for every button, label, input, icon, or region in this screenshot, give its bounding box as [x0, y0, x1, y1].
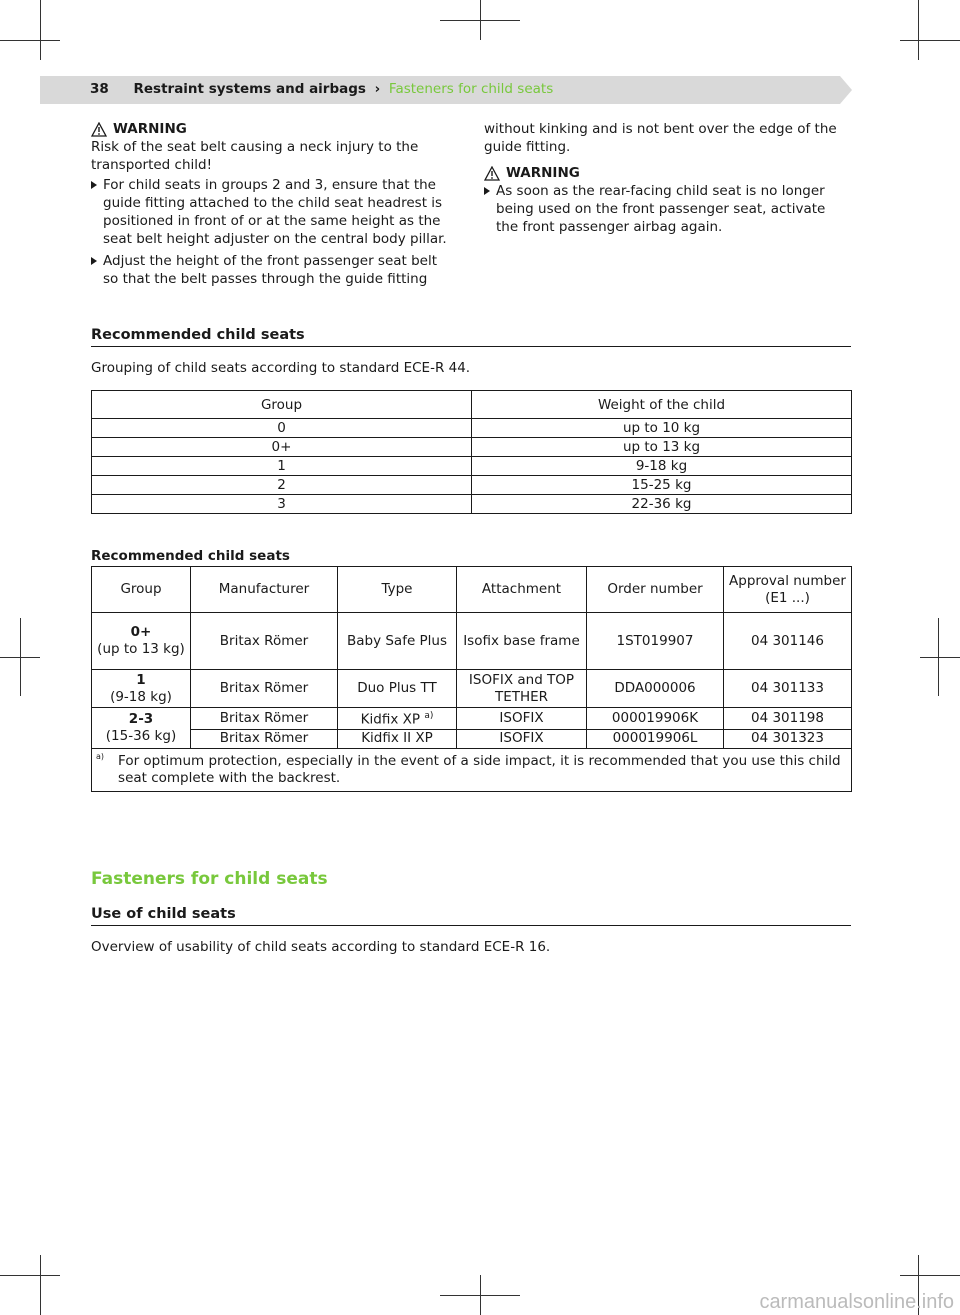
table-footnote-row [92, 748, 852, 791]
warning-text: Risk of the seat belt causing a neck injury to the transported child! [91, 139, 419, 173]
table-row [92, 708, 852, 730]
table-cell: Britax Römer [191, 729, 338, 748]
warning-bullet: Adjust the height of the front passenger seat belt so that the belt passes through the guide fitting [91, 252, 451, 288]
table-cell: ISOFIX [457, 729, 587, 748]
table-cell: Baby Safe Plus [338, 613, 457, 670]
table-cell: 2 [92, 476, 472, 495]
group-label: 1 [136, 671, 146, 688]
right-column [484, 120, 844, 240]
column-header: Attachment [457, 567, 587, 613]
column-header: Type [338, 567, 457, 613]
column-header: Group [92, 391, 472, 419]
footnote-mark: a) [96, 751, 105, 761]
table-cell: Britax Römer [191, 613, 338, 670]
table-cell: Britax Römer [191, 670, 338, 708]
table-row [92, 729, 852, 748]
table-cell: Duo Plus TT [338, 670, 457, 708]
table-cell: ISOFIX [457, 708, 587, 730]
column-header: Manufacturer [191, 567, 338, 613]
table-cell: 000019906L [587, 729, 724, 748]
table-row [92, 457, 852, 476]
group-cell [92, 670, 191, 708]
table-cell: 22-36 kg [472, 495, 852, 514]
table-row [92, 495, 852, 514]
table-cell: up to 13 kg [472, 438, 852, 457]
table-cell: 04 301133 [724, 670, 852, 708]
group-range: (15-36 kg) [105, 727, 177, 744]
column-header: Weight of the child [472, 391, 852, 419]
table-cell: 0 [92, 419, 472, 438]
table-cell: Britax Römer [191, 708, 338, 730]
type-text: Kidfix XP [360, 711, 421, 728]
table-row [92, 419, 852, 438]
recommended-seats-table [91, 566, 852, 792]
section-heading: Use of child seats [91, 905, 851, 926]
table-row [92, 438, 852, 457]
group-label: 2-3 [128, 710, 154, 727]
table-cell: Kidfix II XP [338, 729, 457, 748]
group-label: 0+ [130, 624, 152, 640]
table-cell: ISOFIX and TOP TETHER [457, 670, 587, 708]
breadcrumb-section[interactable]: Restraint systems and airbags [133, 81, 366, 97]
chapter-title: Fasteners for child seats [91, 869, 328, 889]
footnote-text: For optimum protection, especially in the event of a side impact, it is recommended that you use this child seat complete with the backrest. [118, 752, 841, 786]
section-heading: Recommended child seats [91, 326, 851, 347]
table-cell: 9-18 kg [472, 457, 852, 476]
group-range: (9-18 kg) [110, 688, 172, 705]
group-range: (up to 13 kg) [97, 641, 185, 657]
intro-text: Grouping of child seats according to standard ECE-R 44. [91, 360, 471, 376]
group-cell [92, 613, 191, 670]
table-cell: 04 301323 [724, 729, 852, 748]
column-header: Order number [587, 567, 724, 613]
page-number: 38 [90, 81, 109, 97]
warning-box-left [91, 120, 451, 292]
table-cell: 1ST019907 [587, 613, 724, 670]
table-cell: 1 [92, 457, 472, 476]
table-row [92, 613, 852, 670]
table-cell: 15-25 kg [472, 476, 852, 495]
column-header: Approval number (E1 ...) [724, 567, 852, 613]
table-header-row [92, 391, 852, 419]
warning-title: WARNING [91, 120, 451, 138]
table-cell: 04 301146 [724, 613, 852, 670]
table-row [92, 670, 852, 708]
table-cell: Isofix base frame [457, 613, 587, 670]
intro-text: Overview of usability of child seats according to standard ECE-R 16. [91, 939, 551, 955]
column-header: Group [92, 567, 191, 613]
continuation-text: without kinking and is not bent over the edge of the guide fitting. [484, 121, 837, 155]
footnote-ref[interactable]: a) [424, 711, 434, 721]
table-cell: 0+ [92, 438, 472, 457]
table-header-row [92, 567, 852, 613]
table-cell: 04 301198 [724, 708, 852, 730]
warning-triangle-icon [91, 122, 107, 137]
breadcrumb-subsection[interactable]: Fasteners for child seats [388, 81, 554, 97]
table-footnote [92, 748, 852, 791]
warning-bullet: As soon as the rear-facing child seat is no longer being used on the front passenger seat, activate the front passenger airbag again. [484, 182, 844, 236]
warning-title: WARNING [484, 164, 844, 182]
warning-triangle-icon [484, 166, 500, 181]
breadcrumb-separator: › [374, 81, 381, 97]
table-title: Recommended child seats [91, 548, 290, 564]
table-cell: DDA000006 [587, 670, 724, 708]
footer-logo[interactable]: carmanualsonline.info [759, 1291, 954, 1313]
warning-bullet: For child seats in groups 2 and 3, ensure that the guide fitting attached to the child seat headrest is positioned in front of or at the same height as the seat belt height adjuster on the central body pillar. [91, 176, 451, 248]
table-cell [338, 708, 457, 730]
weight-group-table [91, 390, 852, 514]
table-row [92, 476, 852, 495]
table-cell: up to 10 kg [472, 419, 852, 438]
breadcrumb [90, 80, 553, 98]
group-cell [92, 708, 191, 749]
table-cell: 3 [92, 495, 472, 514]
table-cell: 000019906K [587, 708, 724, 730]
